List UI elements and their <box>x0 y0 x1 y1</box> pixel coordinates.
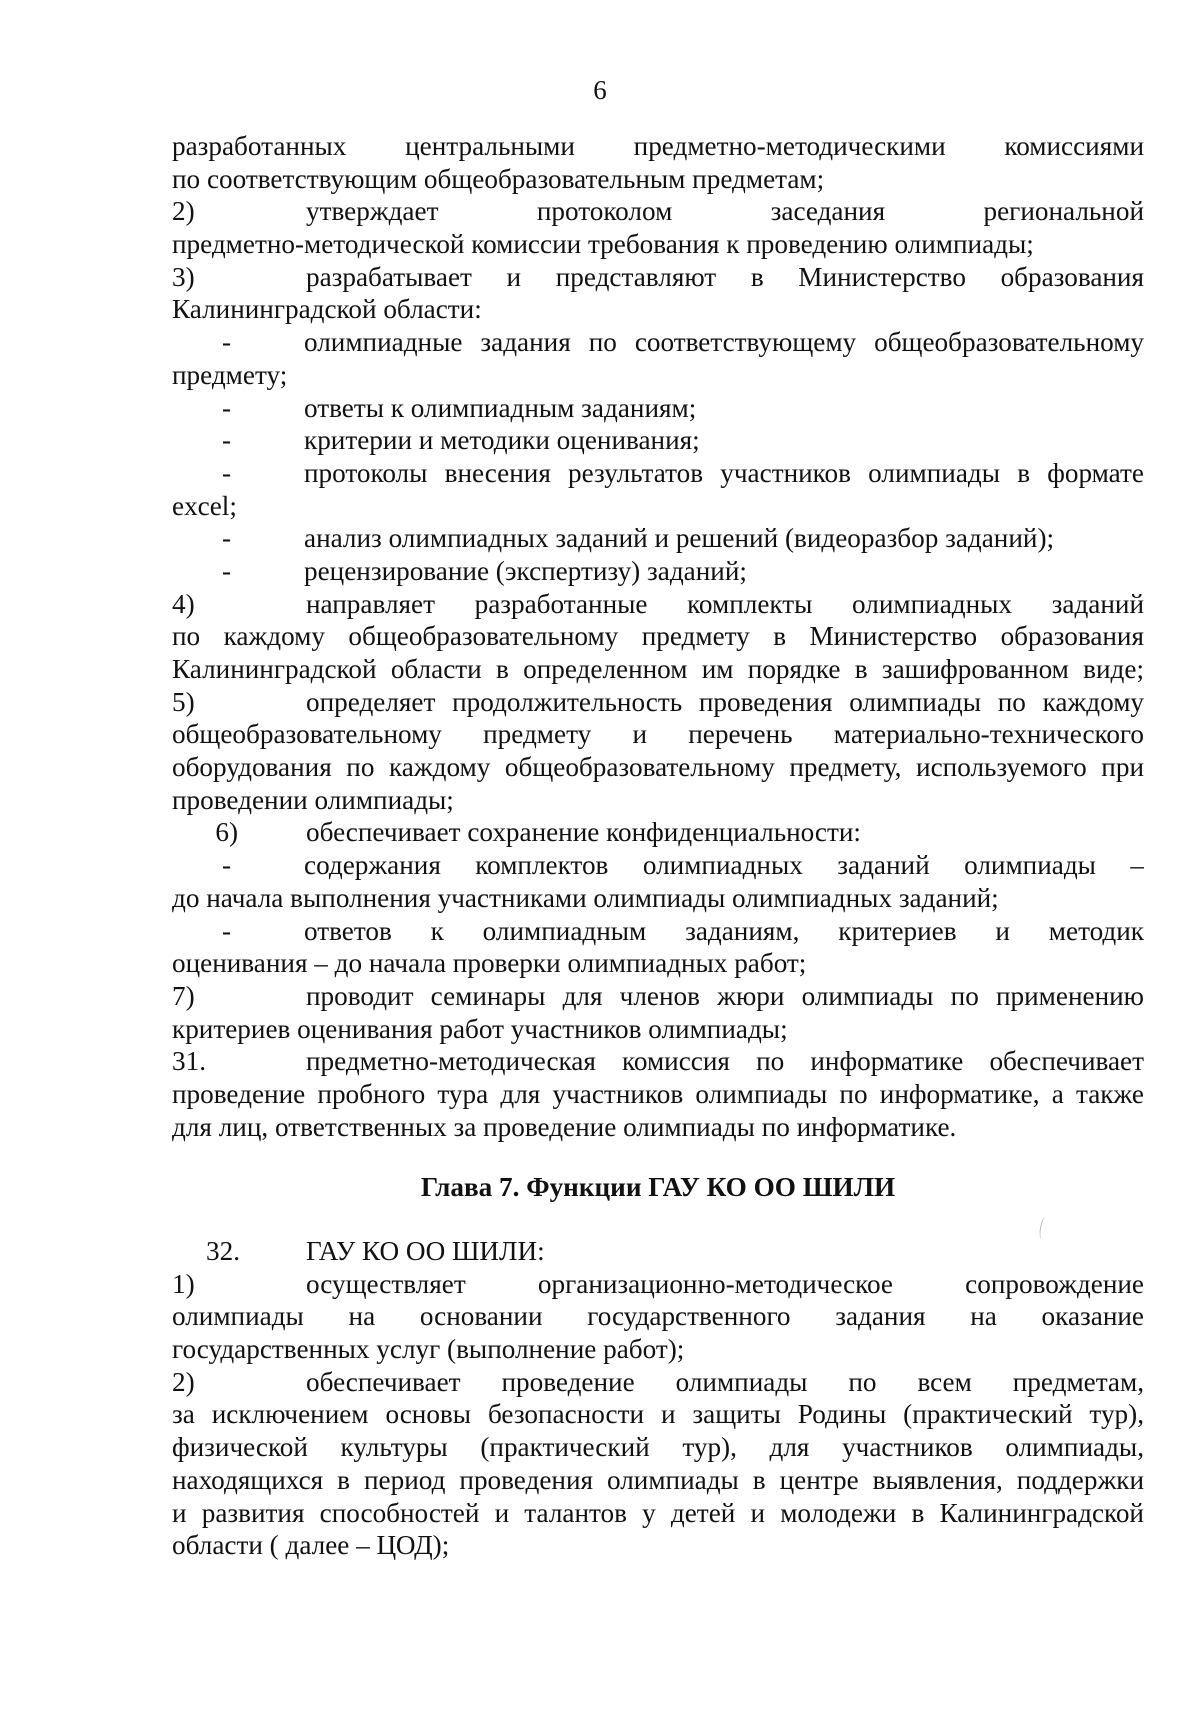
list-dash: - <box>222 915 232 946</box>
line-text: за исключением основы безопасности и защиты Родины (практический тур), <box>172 1399 1144 1430</box>
line-text: критерии и методики оценивания; <box>304 425 700 456</box>
chapter-heading: Глава 7. Функции ГАУ КО ОО ШИЛИ <box>420 1172 896 1203</box>
text-line <box>172 1431 1144 1464</box>
line-text: оборудования по каждому общеобразовательному предмету, используемого при <box>172 752 1144 783</box>
text-line <box>172 228 1144 261</box>
line-text: ответы к олимпиадным заданиям; <box>304 392 697 423</box>
list-dash: - <box>222 457 232 488</box>
section-gau-functions <box>172 1235 1144 1562</box>
line-text: Калининградской области в определенном им порядке в зашифрованном виде; <box>172 654 1144 684</box>
list-dash: - <box>222 555 232 586</box>
text-line <box>172 326 1144 359</box>
item-marker: 7) <box>172 980 195 1011</box>
text-line <box>172 195 1144 228</box>
text-line <box>172 1300 1144 1333</box>
text-line <box>172 1398 1144 1431</box>
list-dash: - <box>222 327 232 358</box>
list-dash: - <box>222 392 232 423</box>
text-line <box>172 457 1144 490</box>
text-line <box>172 1464 1144 1497</box>
text-line <box>172 588 1144 621</box>
line-text: физической культуры (практический тур), для участников олимпиады, <box>172 1432 1144 1463</box>
line-text: разрабатывает и представляют в Министерство образования <box>306 261 1144 292</box>
text-line <box>172 686 1144 719</box>
item-marker: 3) <box>172 261 195 292</box>
line-text: государственных услуг (выполнение работ); <box>172 1334 685 1365</box>
line-text: направляет разработанные комплекты олимпиадных заданий <box>306 588 1144 619</box>
text-line <box>172 1333 1144 1366</box>
text-line <box>172 620 1144 653</box>
text-line <box>172 784 1144 817</box>
line-text: находящихся в период проведения олимпиады в центре выявления, поддержки <box>172 1464 1144 1495</box>
line-text: предметно-методическая комиссия по информатике обеспечивает <box>306 1046 1144 1077</box>
line-text: олимпиадные задания по соответствующему общеобразовательному <box>304 327 1144 358</box>
spacer <box>172 1143 1144 1171</box>
text-line <box>172 163 1144 196</box>
line-text: протоколы внесения результатов участников олимпиады в формате <box>304 457 1144 488</box>
text-line <box>172 980 1144 1013</box>
text-line <box>172 816 1144 849</box>
text-line <box>172 261 1144 294</box>
item-marker: 2) <box>172 196 195 227</box>
line-text: обеспечивает проведение олимпиады по всем предметам, <box>306 1366 1144 1397</box>
text-line <box>172 293 1144 326</box>
line-text: проведение пробного тура для участников олимпиады по информатике, а также <box>172 1078 1144 1109</box>
text-line <box>172 915 1144 948</box>
text-line <box>172 1235 1144 1268</box>
item-marker: 32. <box>206 1236 240 1266</box>
line-text: предметно-методической комиссии требования к проведению олимпиады; <box>172 229 1034 260</box>
text-line <box>172 1111 1144 1144</box>
spacer <box>172 1204 1144 1235</box>
text-line <box>172 1045 1144 1078</box>
item-marker: 2) <box>172 1366 195 1397</box>
line-text: ответов к олимпиадным заданиям, критериев и методик <box>304 915 1144 946</box>
text-line <box>172 522 1144 555</box>
text-line <box>172 1013 1144 1046</box>
text-line <box>172 1497 1144 1530</box>
line-text: для лиц, ответственных за проведение олимпиады по информатике. <box>172 1111 957 1142</box>
line-text: разработанных центральными предметно-методическими комиссиями <box>172 131 1144 161</box>
item-marker: 4) <box>172 588 195 619</box>
text-line <box>172 1078 1144 1111</box>
item-marker: 6) <box>215 817 238 848</box>
text-line <box>172 490 1144 523</box>
line-text: проводит семинары для членов жюри олимпиады по применению <box>306 980 1144 1011</box>
text-line <box>172 653 1144 686</box>
line-text: до начала выполнения участниками олимпиады олимпиадных заданий; <box>172 882 999 913</box>
line-text: оценивания – до начала проверки олимпиадных работ; <box>172 948 807 979</box>
line-text: утверждает протоколом заседания региональной <box>306 196 1144 227</box>
text-line <box>172 947 1144 980</box>
text-line <box>172 424 1144 457</box>
item-marker: 31. <box>172 1046 206 1077</box>
item-marker: 5) <box>172 686 195 717</box>
text-line <box>172 1529 1144 1562</box>
line-text: предмету; <box>172 359 288 390</box>
line-text: общеобразовательному предмету и перечень материально-технического <box>172 719 1144 750</box>
line-text: содержания комплектов олимпиадных заданий олимпиады – <box>304 850 1144 881</box>
document-body <box>172 130 1144 1562</box>
section-commission-duties <box>172 130 1144 1143</box>
line-text: области ( далее – ЦОД); <box>172 1530 450 1561</box>
line-text: Калининградской области: <box>172 294 482 325</box>
line-text: анализ олимпиадных заданий и решений (видеоразбор заданий); <box>304 523 1055 554</box>
line-text: рецензирование (экспертизу) заданий; <box>304 555 747 586</box>
line-text: по каждому общеобразовательному предмету в Министерство образования <box>172 621 1144 652</box>
item-marker: 1) <box>172 1268 195 1299</box>
text-line <box>172 392 1144 425</box>
text-line <box>172 555 1144 588</box>
list-dash: - <box>222 523 232 554</box>
text-line <box>172 1366 1144 1399</box>
line-text: по соответствующим общеобразовательным предметам; <box>172 163 825 194</box>
text-line <box>172 849 1144 882</box>
line-text: ГАУ КО ОО ШИЛИ: <box>306 1236 545 1266</box>
text-line <box>172 1268 1144 1301</box>
page-number: 6 <box>593 75 607 105</box>
list-dash: - <box>222 850 232 881</box>
line-text: осуществляет организационно-методическое сопровождение <box>306 1268 1144 1299</box>
text-line <box>172 882 1144 915</box>
line-text: критериев оценивания работ участников олимпиады; <box>172 1013 788 1044</box>
text-line <box>172 718 1144 751</box>
line-text: обеспечивает сохранение конфиденциальности: <box>306 817 861 848</box>
text-line <box>172 751 1144 784</box>
line-text: и развития способностей и талантов у детей и молодежи в Калининградской <box>172 1497 1144 1528</box>
line-text: олимпиады на основании государственного задания на оказание <box>172 1301 1144 1332</box>
line-text: определяет продолжительность проведения олимпиады по каждому <box>306 686 1144 717</box>
text-line <box>172 130 1144 163</box>
text-line <box>172 359 1144 392</box>
line-text: проведении олимпиады; <box>172 784 454 815</box>
list-dash: - <box>222 425 232 456</box>
line-text: excel; <box>172 490 237 521</box>
